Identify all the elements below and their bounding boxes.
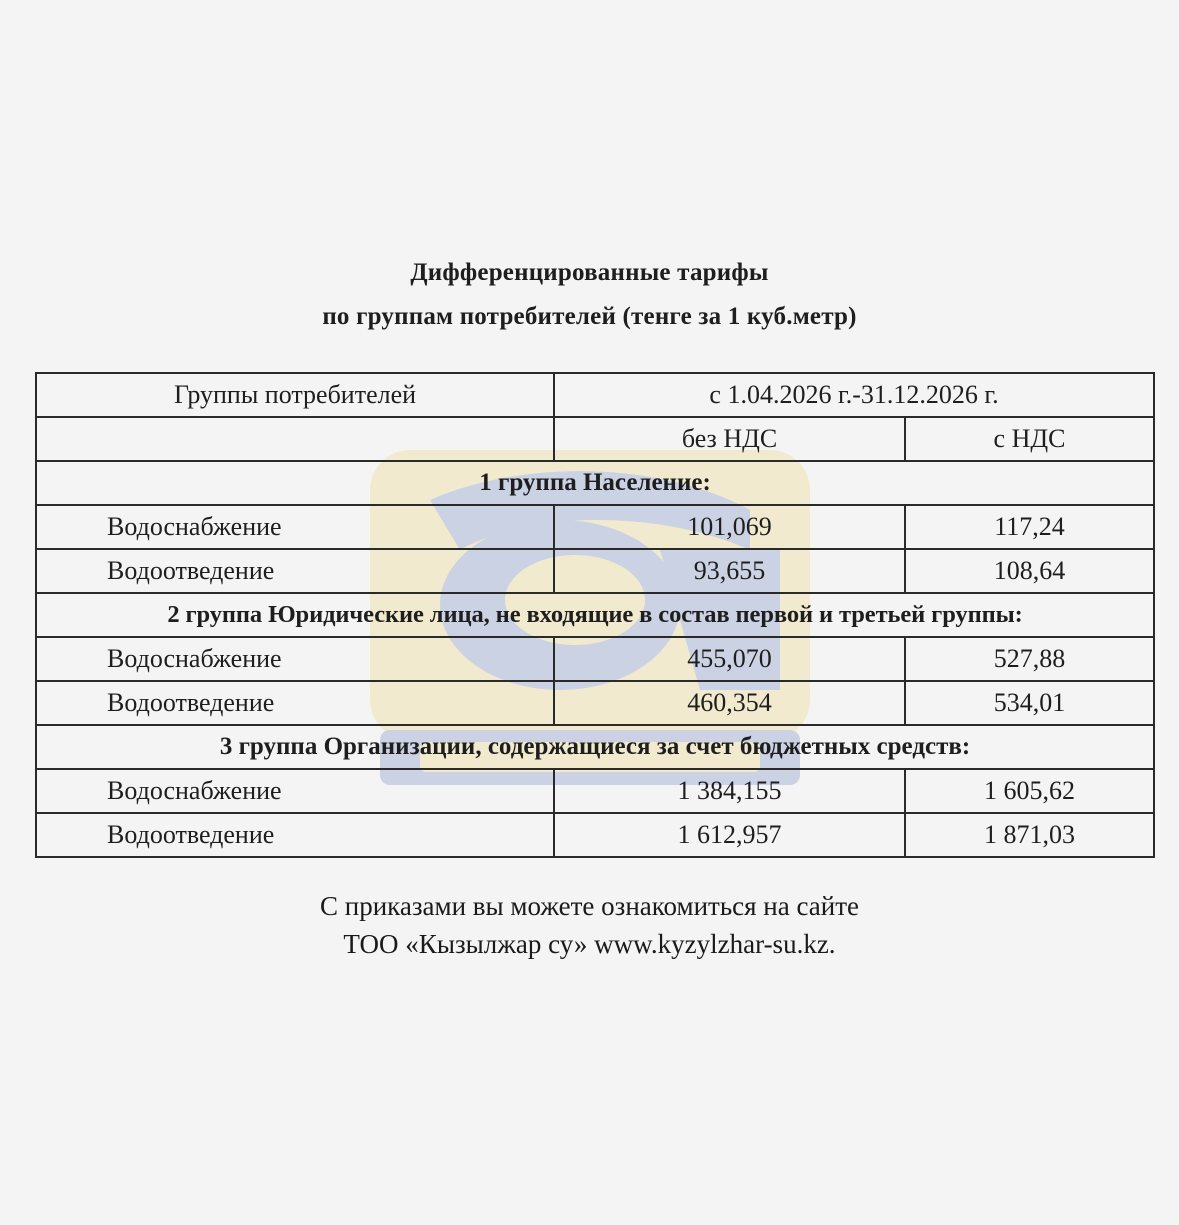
table-row bbox=[36, 549, 1154, 593]
header-empty-cell bbox=[36, 417, 554, 461]
document-subtitle: по группам потребителей (тенге за 1 куб.метр) bbox=[322, 303, 857, 330]
price-no-vat: 455,070 bbox=[554, 637, 905, 681]
price-with-vat: 527,88 bbox=[905, 637, 1154, 681]
price-no-vat: 101,069 bbox=[554, 505, 905, 549]
table-row bbox=[36, 505, 1154, 549]
table-row bbox=[36, 637, 1154, 681]
tariffs-table bbox=[35, 372, 1155, 858]
service-name: Водоотведение bbox=[36, 681, 554, 725]
price-no-vat: 93,655 bbox=[554, 549, 905, 593]
service-name: Водоотведение bbox=[36, 813, 554, 857]
price-no-vat: 1 612,957 bbox=[554, 813, 905, 857]
header-period: с 1.04.2026 г.-31.12.2026 г. bbox=[554, 373, 1154, 417]
subheader-row bbox=[36, 417, 1154, 461]
header-with-vat: с НДС bbox=[905, 417, 1154, 461]
table-row bbox=[36, 681, 1154, 725]
price-with-vat: 1 605,62 bbox=[905, 769, 1154, 813]
footer-note: С приказами вы можете ознакомиться на сайте bbox=[320, 891, 859, 921]
group-row bbox=[36, 725, 1154, 769]
service-name: Водоотведение bbox=[36, 549, 554, 593]
header-consumer-groups: Группы потребителей bbox=[36, 373, 554, 417]
service-name: Водоснабжение bbox=[36, 637, 554, 681]
price-with-vat: 1 871,03 bbox=[905, 813, 1154, 857]
group-row bbox=[36, 461, 1154, 505]
service-name: Водоснабжение bbox=[36, 769, 554, 813]
group-2-title: 2 группа Юридические лица, не входящие в состав первой и третьей группы: bbox=[36, 593, 1154, 637]
table-row bbox=[36, 813, 1154, 857]
price-no-vat: 460,354 bbox=[554, 681, 905, 725]
table-row bbox=[36, 769, 1154, 813]
header-row bbox=[36, 373, 1154, 417]
group-1-title: 1 группа Население: bbox=[36, 461, 1154, 505]
price-with-vat: 108,64 bbox=[905, 549, 1154, 593]
footer-website: ТОО «Кызылжар су» www.kyzylzhar-su.kz. bbox=[343, 929, 836, 959]
price-no-vat: 1 384,155 bbox=[554, 769, 905, 813]
price-with-vat: 534,01 bbox=[905, 681, 1154, 725]
group-3-title: 3 группа Организации, содержащиеся за счет бюджетных средств: bbox=[36, 725, 1154, 769]
document-title: Дифференцированные тарифы bbox=[410, 259, 769, 286]
service-name: Водоснабжение bbox=[36, 505, 554, 549]
header-no-vat: без НДС bbox=[554, 417, 905, 461]
price-with-vat: 117,24 bbox=[905, 505, 1154, 549]
group-row bbox=[36, 593, 1154, 637]
